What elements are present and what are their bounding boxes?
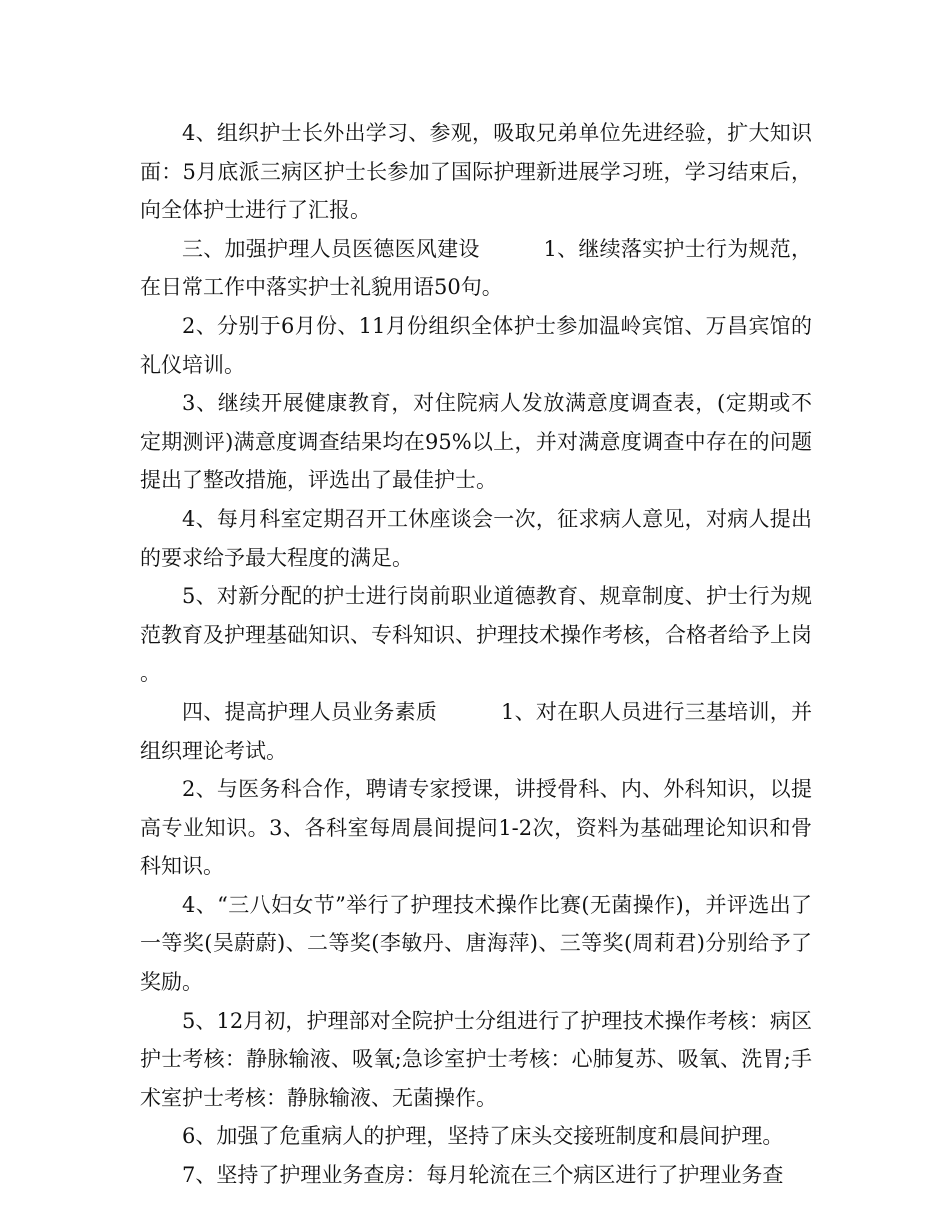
paragraph-9: 4、“三八妇女节”举行了护理技术操作比赛(无菌操作)，并评选出了一等奖(吴蔚蔚)、二等奖(李敏丹、唐海萍)、三等奖(周莉君)分别给予了奖励。 bbox=[140, 892, 812, 995]
document-body bbox=[140, 114, 812, 1195]
paragraph-12: 7、坚持了护理业务查房：每月轮流在三个病区进行了护理业务查 bbox=[182, 1163, 784, 1188]
paragraph-10: 5、12月初，护理部对全院护士分组进行了护理技术操作考核：病区护士考核：静脉输液、吸氧;急诊室护士考核：心肺复苏、吸氧、洗胃;手术室护士考核：静脉输液、无菌操作。 bbox=[140, 1008, 812, 1110]
paragraph-4: 3、继续开展健康教育，对住院病人发放满意度调查表，(定期或不定期测评)满意度调查结果均在95%以上，并对满意度调查中存在的问题提出了整改措施，评选出了最佳护士。 bbox=[140, 391, 812, 493]
paragraph-3: 2、分别于6月份、11月份组织全体护士参加温岭宾馆、万昌宾馆的礼仪培训。 bbox=[140, 313, 812, 377]
paragraph-5: 4、每月科室定期召开工休座谈会一次，征求病人意见，对病人提出的要求给予最大程度的满足。 bbox=[140, 506, 812, 570]
paragraph-7: 四、提高护理人员业务素质 1、对在职人员进行三基培训，并组织理论考试。 bbox=[140, 699, 812, 763]
paragraph-1: 4、组织护士长外出学习、参观，吸取兄弟单位先进经验，扩大知识面：5月底派三病区护士长参加了国际护理新进展学习班，学习结束后，向全体护士进行了汇报。 bbox=[140, 121, 812, 223]
paragraph-6: 5、对新分配的护士进行岗前职业道德教育、规章制度、护士行为规范教育及护理基础知识、专科知识、护理技术操作考核，合格者给予上岗。 bbox=[140, 584, 812, 686]
paragraph-8: 2、与医务科合作，聘请专家授课，讲授骨科、内、外科知识，以提高专业知识。3、各科室每周晨间提问1-2次，资料为基础理论知识和骨科知识。 bbox=[140, 777, 812, 879]
paragraph-2: 三、加强护理人员医德医风建设 1、继续落实护士行为规范，在日常工作中落实护士礼貌用语50句。 bbox=[140, 236, 812, 300]
paragraph-11: 6、加强了危重病人的护理，坚持了床头交接班制度和晨间护理。 bbox=[182, 1124, 784, 1149]
